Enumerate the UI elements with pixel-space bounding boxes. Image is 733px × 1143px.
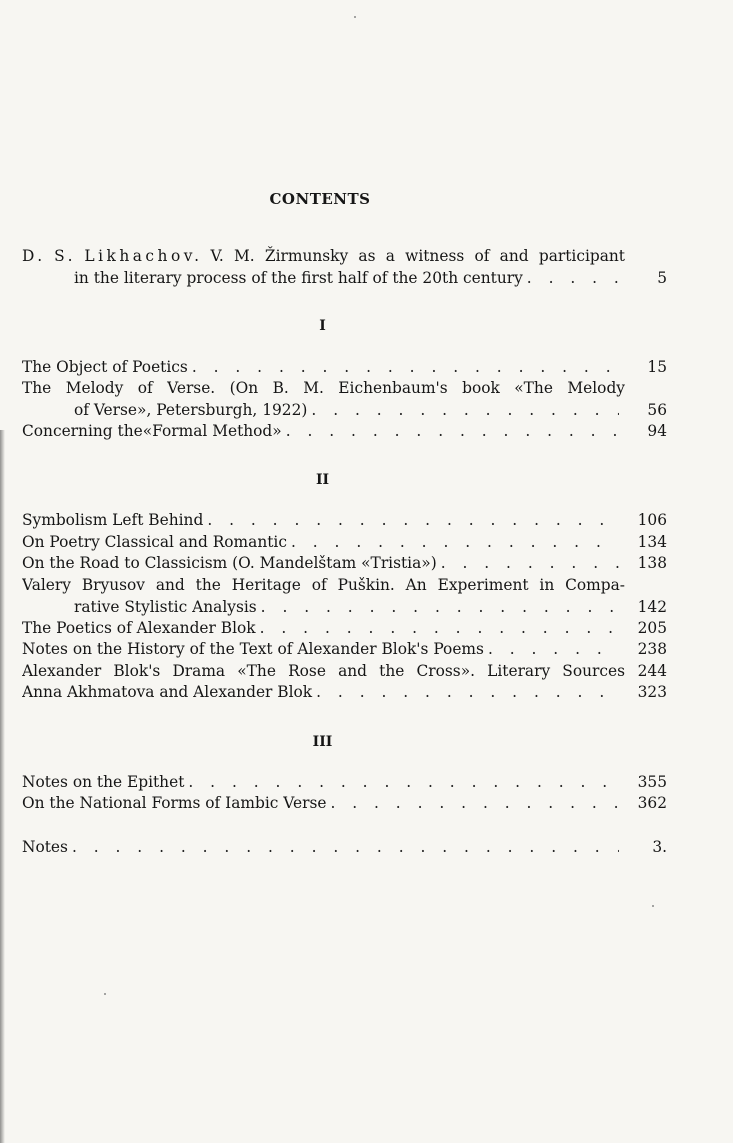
entry-title: On the National Forms of Iambic Verse <box>22 794 327 812</box>
page-number: 205 <box>637 619 667 637</box>
page-number: 244 <box>637 662 667 680</box>
entry-title: The Object of Poetics <box>22 358 188 376</box>
toc-entry[interactable] <box>22 421 667 443</box>
toc-entry[interactable] <box>22 793 667 815</box>
section-label-iii: III <box>312 734 333 750</box>
toc-entry[interactable] <box>22 357 667 379</box>
entry-title: Notes <box>22 838 68 856</box>
toc-entry[interactable] <box>22 772 667 794</box>
page-number: 106 <box>637 511 667 529</box>
intro-title-line1: V. M. Žirmunsky as a witness of and participant <box>210 247 625 265</box>
entry-title: Notes on the History of the Text of Alexander Blok's Poems <box>22 640 484 658</box>
section-label-i: I <box>319 318 326 334</box>
entry-title: The Poetics of Alexander Blok <box>22 619 256 637</box>
toc-entry[interactable] <box>22 639 667 661</box>
intro-author: D. S. Likhachov. <box>22 247 203 265</box>
dot-leader <box>192 357 619 379</box>
dot-leader <box>330 793 619 815</box>
entry-title: On Poetry Classical and Romantic <box>22 533 287 551</box>
toc-entry-intro[interactable] <box>22 246 667 289</box>
dot-leader <box>286 421 619 443</box>
dot-leader <box>441 553 619 575</box>
speck <box>354 16 356 18</box>
dot-leader <box>291 532 619 554</box>
entry-title-cont: rative Stylistic Analysis <box>74 597 257 616</box>
entry-title: Concerning the«Formal Method» <box>22 422 282 440</box>
dot-leader <box>488 639 619 661</box>
toc-entry[interactable] <box>22 682 667 704</box>
page-number: 5 <box>657 268 667 287</box>
toc-entry[interactable] <box>22 378 667 421</box>
section-label-ii: II <box>315 472 330 488</box>
toc-entry[interactable] <box>22 553 667 575</box>
page-number: 94 <box>647 422 667 440</box>
dot-leader <box>316 682 619 704</box>
page-number: 142 <box>637 597 667 616</box>
dot-leader <box>207 510 619 532</box>
page-number: 134 <box>637 533 667 551</box>
dot-leader <box>261 597 619 619</box>
entry-title: On the Road to Classicism (O. Mandelštam «Tristia») <box>22 554 437 572</box>
toc-entry-notes[interactable] <box>22 837 667 859</box>
contents-heading: CONTENTS <box>269 190 371 208</box>
toc-entry[interactable] <box>22 532 667 554</box>
page-number: 355 <box>637 773 667 791</box>
page-number: 138 <box>637 554 667 572</box>
toc-entry[interactable] <box>22 618 667 640</box>
entry-title: Symbolism Left Behind <box>22 511 204 529</box>
page-number: 56 <box>647 400 667 419</box>
entry-title: Anna Akhmatova and Alexander Blok <box>22 683 313 701</box>
page-number: 15 <box>647 358 667 376</box>
dot-leader <box>260 618 619 640</box>
dot-leader <box>311 400 619 422</box>
dot-leader <box>72 837 619 859</box>
intro-title-line2: in the literary process of the first half of the 20th century <box>74 268 523 287</box>
speck <box>104 993 106 995</box>
page-number: 323 <box>637 683 667 701</box>
toc-entry[interactable] <box>22 510 667 532</box>
dot-leader <box>188 772 619 794</box>
toc-entry[interactable] <box>22 575 667 618</box>
page-number: 362 <box>637 794 667 812</box>
entry-title: The Melody of Verse. (On B. M. Eichenbaum's book «The Melody <box>22 379 625 397</box>
entry-title: Alexander Blok's Drama «The Rose and the Cross». Literary Sources <box>22 662 625 680</box>
page-edge-shadow <box>0 430 5 1143</box>
entry-title: Notes on the Epithet <box>22 773 185 791</box>
dot-leader <box>527 268 619 290</box>
entry-title: Valery Bryusov and the Heritage of Puškin. An Experiment in Compa- <box>22 576 625 594</box>
speck <box>652 905 654 907</box>
page-number: 238 <box>637 640 667 658</box>
page-number: 3. <box>652 838 667 856</box>
entry-title-cont: of Verse», Petersburgh, 1922) <box>74 400 308 419</box>
toc-entry[interactable] <box>22 661 667 683</box>
